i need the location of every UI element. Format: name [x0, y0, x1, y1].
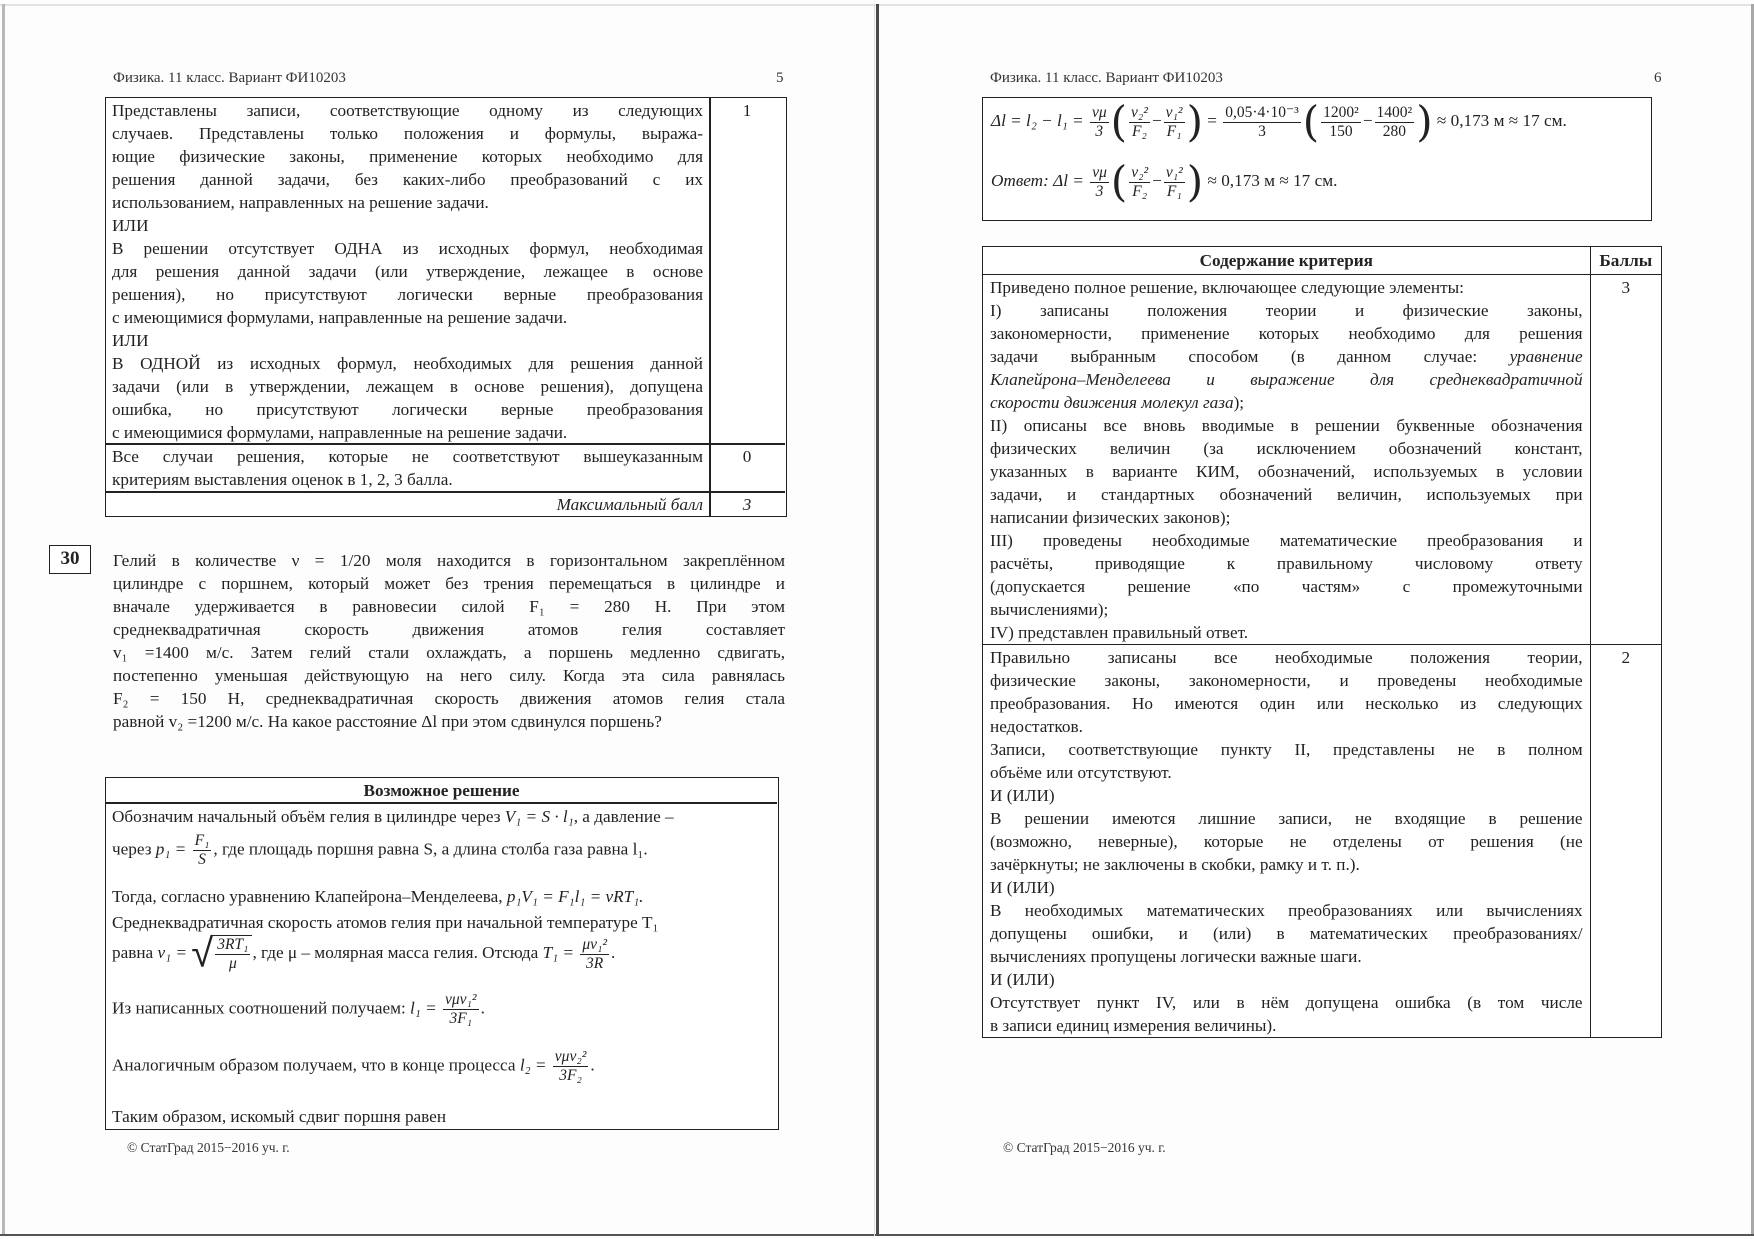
fraction [443, 991, 479, 1028]
text-line: Гелий в количестве ν = 1/20 моля находится в горизонтальном закреплённом [113, 551, 785, 570]
text-line: случаев. Представлены только положения и формулы, выража- [112, 124, 703, 143]
page-header: Физика. 11 класс. Вариант ФИ10203 [990, 70, 1223, 86]
text: Из написанных соотношений получаем: [112, 998, 406, 1018]
text-line: Правильно записаны все необходимые положения теории, [990, 648, 1583, 667]
text-line: указанных в варианте КИМ, обозначений, используемых в условии [990, 462, 1583, 481]
numerator: v₂² [1131, 103, 1148, 121]
numerator: νμ [1092, 163, 1107, 181]
page-header: Физика. 11 класс. Вариант ФИ10203 [113, 70, 346, 86]
page-divider [876, 4, 879, 1236]
fraction [1164, 104, 1185, 141]
solution-line-7: Аналогичным образом получаем, что в конце процесса l₂ = $\frac{\text{νμv₂²}}{\text{3F₂}}$ . [112, 1048, 595, 1084]
formula: p₁ = [155, 839, 187, 859]
solution-formula-box [982, 97, 1652, 221]
text-line: среднеквадратичная скорость движения атомов гелия составляет [113, 620, 785, 639]
text: Таким образом, искомый сдвиг поршня равен [112, 1107, 447, 1126]
fraction [1321, 104, 1361, 141]
text-line: IV) представлен правильный ответ. [990, 623, 1249, 642]
numerator: v₂² [1131, 163, 1149, 181]
numerator: μv₁² [582, 935, 608, 953]
numerator: v₁² [1165, 103, 1183, 121]
text-line: ошибка, но присутствуют логически верные преобразования [112, 400, 703, 419]
text-line: цилиндре с поршнем, который может без трения перемещаться в цилиндре и [113, 574, 785, 593]
criterion-score-1-text [112, 99, 703, 444]
denominator: S [198, 851, 206, 868]
page-number: 6 [1654, 70, 1662, 86]
solution-line-6: Из написанных соотношений получаем: l₁ = $\frac{\text{νμv₁²}}{\text{3F₁}}$ . [112, 991, 485, 1027]
title-divider [106, 802, 777, 804]
column-header-criterion: Содержание критерия [983, 247, 1591, 275]
formula: V₁ = S · l₁ [504, 807, 574, 826]
radical-sign-icon: √ [191, 930, 214, 977]
italic-text: уравнение [1509, 347, 1583, 366]
max-score-label: Максимальный балл [556, 495, 703, 514]
criteria-table-continued [105, 97, 787, 517]
text-line: ющие физические законы, применение которых необходимо для [112, 147, 703, 166]
formula: l₂ = [519, 1055, 547, 1075]
criterion-text [983, 275, 1591, 645]
text-line: задачи, и стандартных обозначений величин, используемых при [990, 485, 1583, 504]
text: задачи выбранным способом (в данном случае: [990, 347, 1478, 366]
denominator: 3 [1095, 182, 1104, 200]
text-line: F₂ = 150 Н, среднеквадратичная скорость движения атомов гелия стала [113, 689, 785, 708]
right-paren-icon: ) [1186, 97, 1203, 146]
solution-line-5: равна v₁ = √ $\frac{\text{3RT₁}}{\mu}$ , где μ – молярная масса гелия. Отсюда T₁ = $\frac{\text{μv₁²}}{3R}$ . [112, 930, 616, 977]
text-line: преобразования. Но имеются один или несколько из следующих [990, 694, 1583, 713]
text-line: И (ИЛИ) [990, 878, 1055, 897]
text-line: В решении отсутствует ОДНА из исходных формул, необходимая [112, 239, 703, 258]
text-line: вычислениями); [990, 600, 1109, 619]
fraction [1223, 104, 1301, 141]
text-line: объёме или отсутствуют. [990, 763, 1172, 782]
denominator: 3F₁ [449, 1010, 473, 1027]
solution-line-1 [112, 805, 674, 828]
numerator: 1200² [1323, 103, 1359, 121]
text-line: В решении имеются лишние записи, не входящие в решение [990, 809, 1583, 828]
formula: p₁V₁ = F₁l₁ = νRT₁. [506, 887, 644, 906]
numerator: νμv₁² [444, 991, 477, 1008]
text: , где μ – молярная масса гелия. Отсюда [252, 942, 539, 962]
criterion-score-0: 0 [742, 447, 752, 466]
text-line: вычислениях пропущены логически важные шаги. [990, 947, 1362, 966]
criterion-text [983, 645, 1591, 1038]
text: , а давление – [573, 807, 674, 826]
italic-text: скорости движения молекул газа [990, 393, 1234, 412]
text-line: Отсутствует пункт IV, или в нём допущена ошибка (в том числе [990, 993, 1583, 1012]
task-statement [113, 549, 785, 733]
solution-title: Возможное решение [363, 781, 520, 800]
denominator: 150 [1329, 122, 1353, 140]
text-line: решения), но присутствуют логически верные преобразования [112, 285, 703, 304]
text: через [112, 839, 152, 859]
page-number: 5 [776, 70, 784, 86]
answer-label: Ответ: [991, 170, 1049, 190]
numerator: 3RT₁ [217, 936, 249, 953]
text-line: для решения данной задачи (или утверждение, лежащее в основе [112, 262, 703, 281]
text: равна [112, 942, 154, 962]
criteria-table [982, 246, 1662, 1038]
text-line: физические законы, закономерности, и проведены необходимые [990, 671, 1583, 690]
text-line: зачёркнуты; не заключены в скобки, рамку и т. п.). [990, 855, 1360, 874]
solution-line-8 [112, 1105, 446, 1128]
text: Аналогичным образом получаем, что в конце процесса [112, 1055, 516, 1075]
text-line: с имеющимися формулами, направленные на решение задачи. [112, 308, 568, 327]
text-line: I) записаны положения теории и физические законы, [990, 301, 1583, 320]
denominator: 280 [1382, 122, 1406, 140]
formula: Δl = [1053, 170, 1084, 190]
square-root [191, 930, 252, 977]
left-paren-icon: ( [1302, 97, 1320, 146]
criterion-score: 3 [1590, 275, 1661, 645]
text-line [990, 345, 1583, 368]
fraction [1375, 104, 1415, 141]
criterion-score-1: 1 [742, 101, 752, 120]
text-line: Все случаи решения, которые не соответствуют вышеуказанным [112, 447, 703, 466]
text-line: Записи, соответствующие пункту II, представлены не в полном [990, 740, 1583, 759]
left-paren-icon: ( [1110, 97, 1128, 146]
fraction [1090, 104, 1109, 141]
text-line: написании физических законов); [990, 508, 1231, 527]
viewer-left-edge [2, 4, 5, 1236]
text-line: равной v₂ =1200 м/с. На какое расстояние Δl при этом сдвинулся поршень? [113, 712, 662, 731]
denominator: 3R [586, 954, 604, 972]
text: , где площадь поршня равна S, а длина столба газа равна l₁. [213, 839, 648, 859]
text: ); [1233, 393, 1245, 412]
criterion-score-0-text [112, 445, 703, 491]
text: Тогда, согласно уравнению Клапейрона–Менделеева, [112, 887, 503, 906]
text-line: Приведено полное решение, включающее следующие элементы: [990, 278, 1464, 297]
result: ≈ 0,173 м ≈ 17 см. [1436, 110, 1567, 130]
fraction [193, 832, 212, 869]
text-line: ИЛИ [112, 331, 149, 350]
text-line: И (ИЛИ) [990, 970, 1055, 989]
denominator: F₁ [1166, 122, 1182, 140]
denominator: 3 [1095, 122, 1104, 140]
text-line: ИЛИ [112, 216, 149, 235]
fraction [1129, 104, 1150, 141]
text-line: (допускается решение «по частям» с промежуточными [990, 577, 1583, 596]
fraction [1164, 164, 1185, 201]
fraction [1129, 164, 1150, 201]
solution-box [105, 777, 779, 1130]
result: ≈ 0,173 м ≈ 17 см. [1207, 170, 1338, 190]
text-line: критериям выставления оценок в 1, 2, 3 балла. [112, 470, 453, 489]
text-line: v₁ =1400 м/с. Затем гелий стали охлаждать, а поршень медленно сдвигать, [113, 643, 785, 662]
text-line: постепенно уменьшая действующую на него силу. Когда эта сила равнялась [113, 666, 785, 685]
page-gutter [874, 4, 875, 1236]
text-line: (возможно, неверные), которые не отделены от решения (не [990, 832, 1583, 851]
text-line: решения данной задачи, без каких-либо преобразований с их [112, 170, 703, 189]
text: Обозначим начальный объём гелия в цилиндре через [112, 807, 501, 826]
denominator: 3F₂ [559, 1067, 582, 1084]
text-line: расчёты, приводящие к правильному числовому ответу [990, 554, 1583, 573]
numerator: 0,05·4·10⁻³ [1225, 103, 1299, 121]
text-line: В ОДНОЙ из исходных формул, необходимых для решения данной [112, 354, 703, 373]
fraction [1090, 164, 1109, 201]
text-line: в записи единиц измерения величины). [990, 1016, 1277, 1035]
right-paren-icon: ) [1186, 157, 1204, 206]
numerator: νμ [1091, 103, 1107, 121]
task-number: 30 [49, 545, 91, 574]
formula: T₁ = [542, 942, 575, 962]
denominator: F₂ [1132, 182, 1148, 200]
text-line: с имеющимися формулами, направленные на решение задачи. [112, 423, 568, 442]
solution-line-2 [112, 832, 648, 869]
numerator: νμv₂² [554, 1048, 587, 1065]
text-line: допущены ошибки, и (или) в математических преобразованиях/ [990, 924, 1583, 943]
max-score-value: 3 [742, 495, 752, 514]
left-paren-icon: ( [1110, 157, 1128, 206]
denominator: 3 [1258, 122, 1266, 140]
text-line [990, 391, 1583, 414]
fraction [580, 936, 609, 973]
table-row [983, 645, 1662, 1038]
criterion-score: 2 [1590, 645, 1661, 1038]
numerator: 1400² [1376, 103, 1413, 121]
column-header-score: Баллы [1590, 247, 1661, 275]
text: Среднеквадратичная скорость атомов гелия при начальной температуре T₁ [112, 913, 659, 932]
numerator: v₁² [1165, 163, 1183, 181]
text-line: закономерности, применение которых необходимо для решения [990, 324, 1583, 343]
text-line: И (ИЛИ) [990, 786, 1055, 805]
text-line: физических величин (за исключением обозначений констант, [990, 439, 1583, 458]
formula: Δl = l₂ − l₁ = [991, 110, 1084, 130]
formula: v₁ = [157, 942, 187, 962]
denominator: F₂ [1132, 122, 1147, 140]
solution-line-3 [112, 885, 643, 908]
text-line: В необходимых математических преобразованиях или вычислениях [990, 901, 1583, 920]
text-line: II) описаны все вновь вводимые в решении буквенные обозначения [990, 416, 1583, 435]
page-footer: © СтатГрад 2015−2016 уч. г. [1003, 1140, 1166, 1155]
denominator: F₁ [1166, 182, 1182, 200]
text-line: Представлены записи, соответствующие одному из следующих [112, 101, 703, 120]
denominator: μ [228, 955, 237, 972]
fraction [553, 1048, 589, 1085]
text-line: недостатков. [990, 717, 1083, 736]
numerator: F₁ [194, 832, 210, 849]
text-line: задачи (или в утверждении, лежащем в основе решения), допущена [112, 377, 703, 396]
text-line: Клапейрона–Менделеева и выражение для среднеквадратичной [990, 370, 1583, 389]
table-row [983, 275, 1662, 645]
answer-formula: Ответ: Δl = $\frac{\nu\mu}{3}$ ( $\frac{\text{v₂²}}{\text{F₂}}$ − $\frac{\text{v₁²}}{\text{F₁}}$ ) ≈ 0,173 м ≈ 17 см. [991, 157, 1338, 206]
table-header-row [983, 247, 1662, 275]
fraction [215, 936, 250, 973]
displacement-formula: Δl = l₂ − l₁ = $\frac{\nu\mu}{3}$ ( $\frac{\text{v₂²}}{\text{F₂}}$ − $\frac{\text{v₁²}}{\text{F₁}}$ ) = $\frac{\text{0,05·4·10⁻³}}{3}$ ( $\frac{\text{1200²}}{150}$ − $\frac{\text{1400²}}{280}$ ) ≈ 0,173 м ≈ 17 см. [991, 97, 1567, 146]
formula: l₁ = [410, 998, 437, 1018]
text-line: III) проведены необходимые математические преобразования и [990, 531, 1583, 550]
right-paren-icon: ) [1416, 97, 1433, 146]
text-line: вначале удерживается в равновесии силой F₁ = 280 Н. При этом [113, 597, 785, 616]
page-footer: © СтатГрад 2015−2016 уч. г. [127, 1140, 290, 1155]
text-line: использованием, направленных на решение задачи. [112, 193, 489, 212]
